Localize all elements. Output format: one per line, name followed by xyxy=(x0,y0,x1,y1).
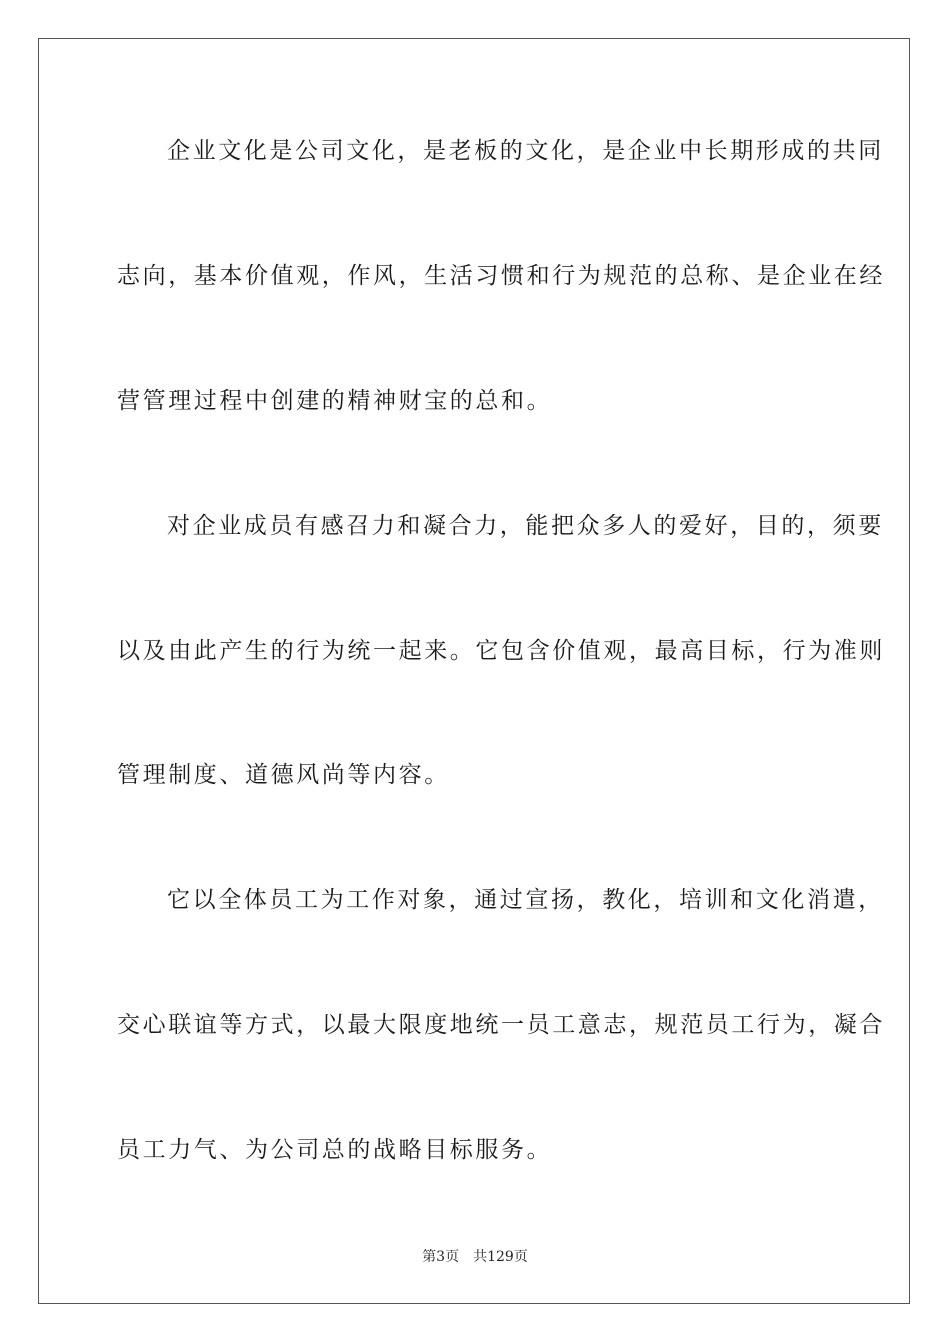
page-border xyxy=(38,38,910,1304)
paragraph-3-line-1: 它以全体员工为工作对象，通过宣扬，教化，培训和文化消遣， xyxy=(167,887,884,913)
page-total: 共129页 xyxy=(473,1249,528,1265)
paragraph-3-line-3: 员工力气、为公司总的战略目标服务。 xyxy=(117,1137,553,1163)
paragraph-1-line-1: 企业文化是公司文化，是老板的文化，是企业中长期形成的共同 xyxy=(167,138,884,164)
paragraph-2-line-1: 对企业成员有感召力和凝合力，能把众多人的爱好，目的，须要 xyxy=(167,513,884,539)
page-footer xyxy=(0,1248,950,1266)
paragraph-3-line-2: 交心联谊等方式，以最大限度地统一员工意志，规范员工行为，凝合 xyxy=(117,1012,885,1038)
page-number: 第3页 xyxy=(422,1249,460,1265)
paragraph-2-line-3: 管理制度、道德风尚等内容。 xyxy=(117,762,450,788)
paragraph-2-line-2: 以及由此产生的行为统一起来。它包含价值观，最高目标，行为准则 xyxy=(117,638,885,664)
paragraph-1-line-2: 志向，基本价值观，作风，生活习惯和行为规范的总称、是企业在经 xyxy=(117,263,885,289)
paragraph-1-line-3: 营管理过程中创建的精神财宝的总和。 xyxy=(117,388,553,414)
